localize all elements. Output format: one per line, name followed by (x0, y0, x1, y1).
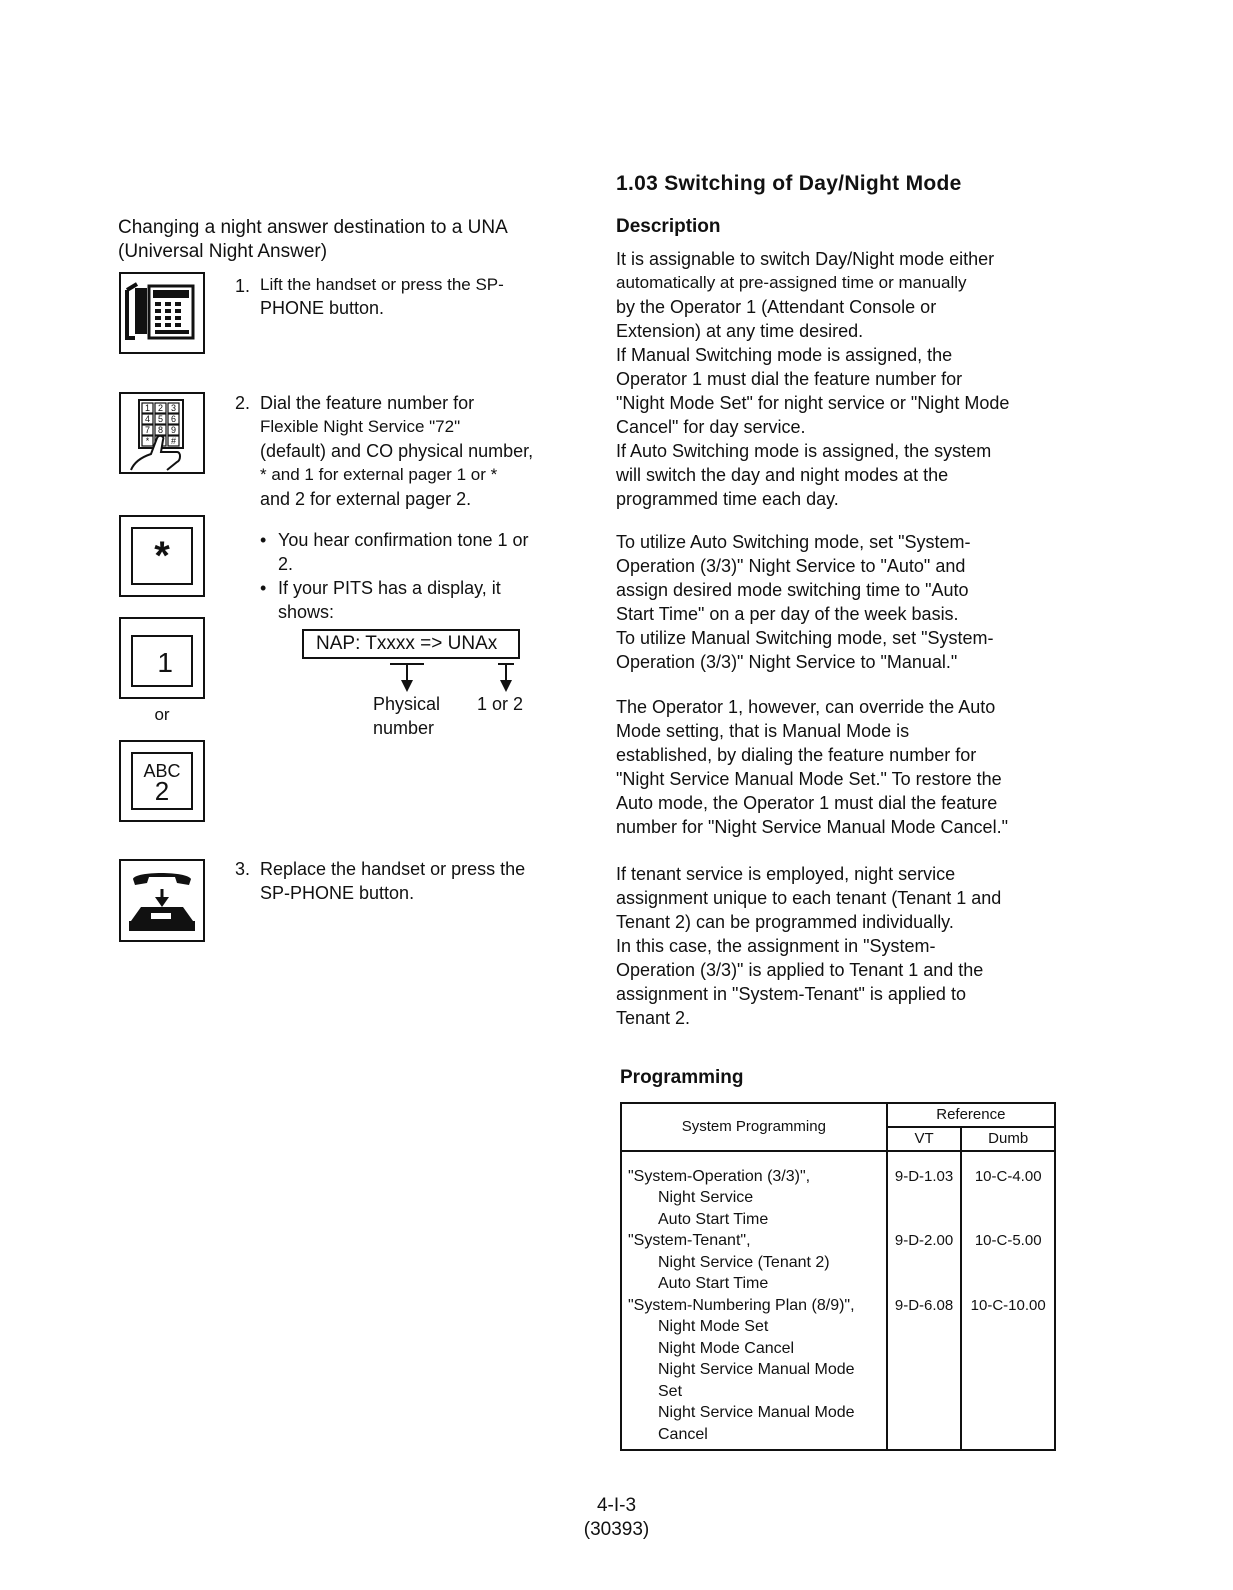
row-item: Night Service Manual Mode (658, 1404, 855, 1421)
keypad-key-7: 7 (144, 425, 151, 435)
row-item: Night Mode Cancel (658, 1339, 795, 1357)
vt-cell (887, 1151, 962, 1451)
table-row (628, 1166, 886, 1231)
step-3-text (260, 857, 580, 905)
keypad-key-3: 3 (170, 403, 177, 413)
para2-line: Start Time" on a per day of the week basis. (616, 604, 959, 624)
step-2-text (260, 391, 580, 511)
vt-ref: 9-D-1.03 (894, 1167, 954, 1185)
display-pointer-arrows (380, 660, 540, 694)
label-number: number (373, 718, 435, 738)
para3-line: established, by dialing the feature number for (616, 745, 977, 765)
description-paragraph-4 (616, 862, 1061, 1030)
left-intro (118, 216, 558, 264)
handset-lift-icon (119, 272, 205, 354)
para4-line: assignment in "System-Tenant" is applied to (616, 984, 966, 1004)
keypad-key-8: 8 (157, 425, 164, 435)
para1-line: If Manual Switching mode is assigned, the (616, 345, 953, 365)
keypad-key-1: 1 (144, 403, 151, 413)
header-reference: Reference (887, 1103, 1055, 1127)
para1-line: It is assignable to switch Day/Night mode either (616, 249, 995, 269)
dumb-ref: 10-C-4.00 (974, 1167, 1042, 1185)
para3-line: number for "Night Service Manual Mode Cancel." (616, 817, 1008, 837)
row-item: Auto Start Time (658, 1210, 769, 1228)
row-item: Night Service (658, 1189, 754, 1206)
bullet-2-line-2: shows: (278, 602, 335, 622)
step-2-line-3: (default) and CO physical number, (260, 441, 534, 461)
para3-line: The Operator 1, however, can override the Auto (616, 697, 996, 717)
bullet-1-line-2: 2. (278, 554, 294, 574)
step-1-text (260, 274, 580, 320)
section-title: 1.03 Switching of Day/Night Mode (616, 172, 962, 195)
para4-line: Tenant 2) can be programmed individually. (616, 912, 954, 932)
intro-line-2: (Universal Night Answer) (118, 241, 328, 262)
description-paragraph-2 (616, 530, 1061, 674)
bullet-confirmation-tone (258, 528, 578, 576)
para4-line: If tenant service is employed, night service (616, 864, 956, 884)
dumb-ref: 10-C-5.00 (974, 1232, 1042, 1249)
para1-line: by the Operator 1 (Attendant Console or (616, 297, 937, 317)
system-programming-cell (621, 1151, 887, 1451)
step-3-line-2: SP-PHONE button. (260, 883, 415, 903)
step-3-number: 3. (234, 859, 250, 879)
label-physical-number (373, 692, 440, 740)
keypad-key-9: 9 (170, 425, 177, 435)
para4-line: In this case, the assignment in "System- (616, 936, 936, 956)
row-item: Set (658, 1382, 683, 1400)
para1-line: will switch the day and night modes at the (616, 465, 949, 485)
label-physical: Physical (373, 694, 441, 714)
bullet-2-line-1: • If your PITS has a display, it (278, 578, 501, 598)
one-key-icon (119, 617, 205, 699)
para1-line: "Night Mode Set" for night service or "Night Mode (616, 393, 1010, 413)
keypad-key-6: 6 (170, 414, 177, 424)
header-system-programming: System Programming (621, 1103, 887, 1151)
para1-line: automatically at pre-assigned time or manually (616, 273, 967, 292)
row-item: Night Mode Set (658, 1318, 769, 1335)
dumb-cell (961, 1151, 1055, 1451)
page-number: 4-I-3 (596, 1495, 637, 1516)
para1-line: If Auto Switching mode is assigned, the system (616, 441, 992, 461)
para2-line: Operation (3/3)" Night Service to "Auto" and (616, 556, 966, 576)
para2-line: Operation (3/3)" Night Service to "Manual." (616, 652, 958, 672)
step-2-line-5: and 2 for external pager 2. (260, 489, 472, 509)
keypad-key-5: 5 (157, 414, 164, 424)
or-label: or (154, 705, 170, 724)
vt-ref: 9-D-2.00 (894, 1232, 954, 1249)
keypad-key-4: 4 (144, 414, 151, 424)
para1-line: Extension) at any time desired. (616, 321, 864, 341)
keypad-key-star: * (145, 436, 150, 446)
keypad-dial-icon (119, 392, 205, 474)
para4-line: assignment unique to each tenant (Tenant 1 and (616, 888, 1002, 908)
para3-line: Auto mode, the Operator 1 must dial the feature (616, 793, 998, 813)
description-paragraph-3 (616, 695, 1061, 839)
row-item: Auto Start Time (658, 1275, 769, 1292)
para2-line: assign desired mode switching time to "Auto (616, 580, 969, 600)
row-title: "System-Operation (3/3)", (628, 1167, 811, 1185)
description-paragraph-1 (616, 247, 1061, 511)
abc-letters: ABC (143, 761, 181, 781)
step-2-bullets (258, 528, 578, 624)
handset-replace-icon (119, 859, 205, 942)
abc2-keycap (131, 752, 193, 810)
intro-line-1: Changing a night answer destination to a UNA (118, 217, 508, 238)
dumb-ref: 10-C-10.00 (970, 1296, 1046, 1314)
para3-line: Mode setting, that is Manual Mode is (616, 721, 910, 741)
bullet-display-shows (258, 576, 578, 624)
abc2-key-icon (119, 740, 205, 822)
table-row (628, 1230, 886, 1295)
star-key-label: * (131, 527, 193, 585)
one-key-label: 1 (131, 635, 193, 687)
abc-digit: 2 (154, 776, 170, 806)
row-item: Cancel (658, 1425, 708, 1443)
para1-line: Cancel" for day service. (616, 417, 806, 437)
row-item: Night Service Manual Mode (658, 1361, 855, 1378)
step-3-line-1: Replace the handset or press the (260, 859, 526, 879)
para4-line: Tenant 2. (616, 1008, 691, 1028)
para2-line: To utilize Auto Switching mode, set "System- (616, 532, 971, 552)
programming-reference-table (620, 1102, 1056, 1451)
row-item: Night Service (Tenant 2) (658, 1253, 830, 1271)
keypad-key-2: 2 (157, 403, 164, 413)
para2-line: To utilize Manual Switching mode, set "System- (616, 628, 994, 648)
description-heading: Description (616, 216, 721, 237)
step-2-line-2: Flexible Night Service "72" (260, 417, 461, 436)
table-row (628, 1295, 886, 1446)
page-footer (0, 1494, 1233, 1542)
step-2-number: 2. (234, 393, 250, 413)
para3-line: "Night Service Manual Mode Set." To restore the (616, 769, 1002, 789)
step-1-line-1: Lift the handset or press the SP- (260, 275, 504, 294)
star-key-icon (119, 515, 205, 597)
display-readout: NAP: Txxxx => UNAx (302, 629, 520, 659)
header-vt: VT (887, 1127, 962, 1151)
keypad-key-hash: # (170, 436, 177, 446)
para1-line: programmed time each day. (616, 489, 839, 509)
step-1-line-2: PHONE button. (260, 298, 385, 318)
step-1-number: 1. (234, 276, 250, 296)
label-1-or-2: 1 or 2 (477, 694, 524, 714)
vt-ref: 9-D-6.08 (894, 1296, 954, 1314)
row-title: "System-Tenant", (628, 1232, 751, 1249)
programming-heading: Programming (620, 1067, 744, 1088)
step-2-line-1: Dial the feature number for (260, 393, 475, 413)
para4-line: Operation (3/3)" is applied to Tenant 1 and the (616, 960, 984, 980)
document-code: (30393) (583, 1519, 650, 1540)
header-dumb: Dumb (961, 1127, 1055, 1151)
row-title: "System-Numbering Plan (8/9)", (628, 1296, 855, 1314)
para1-line: Operator 1 must dial the feature number for (616, 369, 963, 389)
step-2-line-4: * and 1 for external pager 1 or * (260, 465, 498, 484)
bullet-1-line-1: • You hear confirmation tone 1 or (278, 530, 529, 550)
